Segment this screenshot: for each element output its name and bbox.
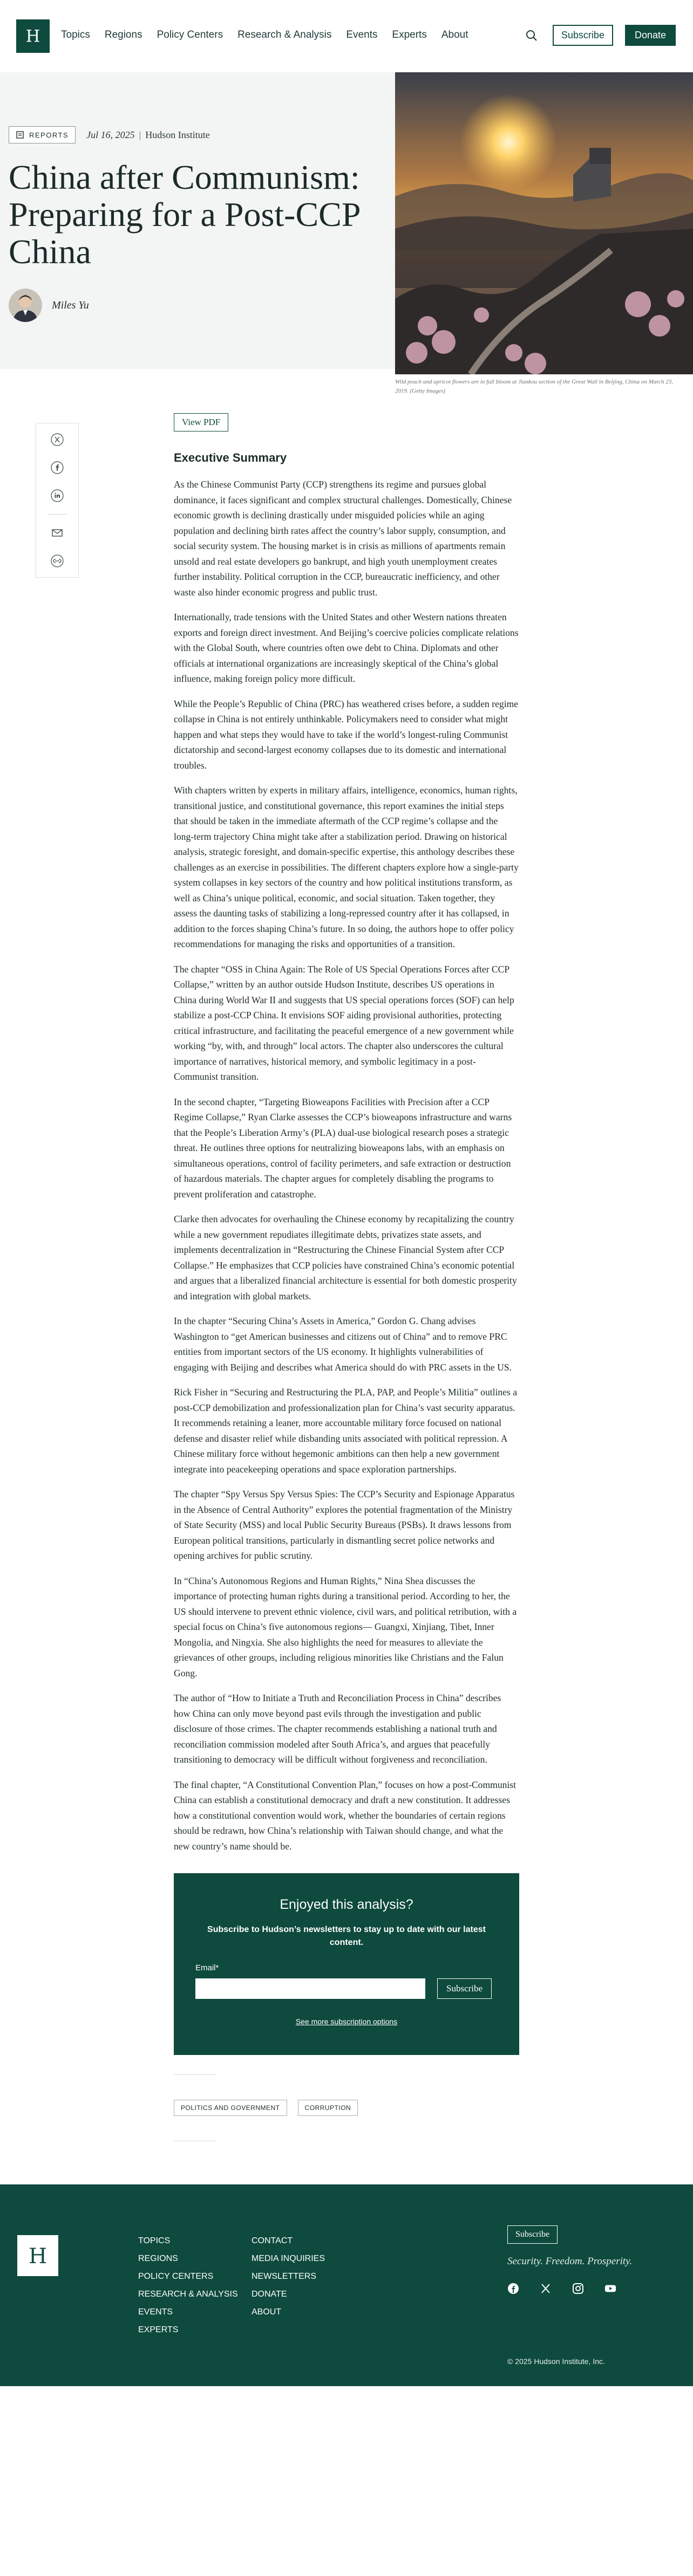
nav-research-analysis[interactable]: Research & Analysis: [237, 29, 332, 40]
footer-link-media[interactable]: MEDIA INQUIRIES: [252, 2254, 325, 2263]
footer-logo-h-icon: [25, 2243, 50, 2268]
newsletter-row: [195, 1978, 498, 1999]
footer-link-topics[interactable]: TOPICS: [138, 2236, 171, 2245]
footer-links-secondary: [252, 2232, 325, 2321]
share-divider: [47, 514, 67, 515]
tags-section: [174, 2074, 519, 2141]
x-icon[interactable]: [540, 2283, 552, 2294]
publish-date: Jul 16, 2025: [86, 129, 135, 140]
meta-separator: |: [139, 129, 141, 140]
subscription-options-link[interactable]: See more subscription options: [295, 2017, 398, 2026]
executive-summary-heading: Executive Summary: [174, 451, 287, 464]
tag-list: [174, 2100, 519, 2116]
footer-link-contact[interactable]: CONTACT: [252, 2236, 293, 2245]
nav-policy-centers[interactable]: Policy Centers: [157, 29, 223, 40]
article-paragraph: While the People’s Republic of China (PRC) has weathered crises before, a sudden regime collapse in China is not entirely unthinkable. Policymakers need to consider what might happen and what steps they would have to take if the world’s longest-ruling Communist dictatorship and second-largest economy collapses due to its domestic and international troubles.: [174, 698, 519, 771]
footer-link-donate[interactable]: DONATE: [252, 2290, 287, 2299]
svg-text:H: H: [28, 2244, 47, 2268]
footer-link-experts[interactable]: EXPERTS: [138, 2325, 179, 2334]
article-paragraph: The chapter “OSS in China Again: The Role of US Special Operations Forces after CCP Collapse,” written by an author outside Hudson Institute, describes US operations in China during World War II and suggests that US special operations forces (SOF) can help stabilize a post-CCP China. It envisions SOF aiding provisional authorities, protecting critical infrastructure, and facilitating the peaceful emergence of a new government while working “by, with, and through” local actors. The chapter also underscores the cultural importance of narratives, historical memory, and symbolic legitimacy in a post-Communist transition.: [174, 963, 514, 1082]
article-paragraph: In the second chapter, “Targeting Bioweapons Facilities with Precision after a CCP Regime Collapse,” Ryan Clarke assesses the CCP’s bioweapons infrastructure and warns that the People’s Liberation Army’s (PLA) dual-use biological research poses a strategic threat. He outlines three options for neutralizing bioweapons labs, with an emphasis on simultaneous operations, control of facility perimeters, and safe extraction or destruction of hazardous materials. The chapter argues for completely disabling the programs to prevent proliferation and catastrophe.: [174, 1096, 512, 1200]
main-nav: [61, 29, 483, 41]
footer-link-research[interactable]: RESEARCH & ANALYSIS: [138, 2290, 238, 2299]
nav-experts[interactable]: Experts: [392, 29, 427, 40]
hero-image: [395, 72, 693, 374]
newsletter-signup: [174, 1873, 519, 2055]
share-bar: [36, 423, 79, 578]
tag-politics-government[interactable]: POLITICS AND GOVERNMENT: [174, 2100, 287, 2116]
site-footer: [0, 2184, 693, 2386]
article-content: [174, 413, 519, 2141]
article: [0, 369, 693, 2163]
document-icon: [16, 131, 24, 139]
newsletter-title: Enjoyed this analysis?: [280, 1897, 413, 1912]
article-paragraph: In the chapter “Securing China’s Assets in America,” Gordon G. Chang advises Washington to “get American businesses and citizens out of China” and to remove PRC entities from important sectors of the US economy. It highlights vulnerabilities of engaging with Beijing and describes what America should do with PRC assets in the US.: [174, 1316, 512, 1373]
view-pdf-button[interactable]: View PDF: [174, 413, 228, 431]
article-paragraph: Clarke then advocates for overhauling the Chinese economy by recapitalizing the country while a new government repudiates illegitimate debts, privatizes state assets, and implements decentralization in “Restructuring the Chinese Financial System after CCP Collapse.” He emphasizes that CCP policies have constrained China’s economic potential and argues that a liberalized financial architecture is essential for both domestic prosperity and integration with global markets.: [174, 1214, 517, 1301]
footer-social: [507, 2283, 616, 2294]
article-paragraph: The final chapter, “A Constitutional Convention Plan,” focuses on how a post-Communist China can establish a constitutional democracy and draft a new constitution. It addresses how a constitutional convention would work, whether the boundaries of certain regions should be redrawn, how China’s relationship with Taiwan should change, and what the new country’s name should be.: [174, 1779, 517, 1852]
email-label: Email*: [195, 1963, 219, 1972]
nav-regions[interactable]: Regions: [104, 29, 142, 40]
image-caption: Wild peach and apricot flowers are in full bloom at Jiankou section of the Great Wall in Beijing, China on March 23, 2019. (Getty Images): [395, 379, 674, 394]
article-paragraph: With chapters written by experts in military affairs, intelligence, economics, human rights, transitional justice, and constitutional governance, this report examines the initial steps that should be taken in the immediate aftermath of the CCP regime’s collapse and the long-term trajectory China might take after a stabilization period. Drawing on historical analysis, strategic foresight, and domain-specific expertise, this anthology describes these challenges as an exercise in possibilities. The different chapters explore how a single-party system collapses in key sectors of the country and how political institutions transform, as well as China’s unique political, economic, and social situation. Taken together, they assess the daunting tasks of stabilizing a long-repressed country after it has collapsed, in addition to the forces shaping China’s future. In so doing, the authors hope to offer policy recommendations for managing the risks and opportunities of a transition.: [174, 785, 519, 949]
footer-link-newsletters[interactable]: NEWSLETTERS: [252, 2272, 317, 2281]
footer-logo[interactable]: [17, 2235, 58, 2276]
meta-row: [9, 126, 381, 143]
nav-events[interactable]: Events: [346, 29, 378, 40]
instagram-icon[interactable]: [572, 2283, 584, 2294]
hudson-logo[interactable]: [16, 19, 50, 53]
x-icon[interactable]: [51, 433, 64, 446]
youtube-icon[interactable]: [604, 2283, 616, 2294]
nav-about[interactable]: About: [441, 29, 468, 40]
nav-topics[interactable]: Topics: [61, 29, 90, 40]
article-paragraph: Internationally, trade tensions with the United States and other Western nations threaten exports and foreign direct investment. And Beijing’s coercive policies complicate relations with the Global South, where countries often owe debt to China. Diplomats and other officials at international organizations are increasingly skeptical of the China’s global influence, making foreign policy more difficult.: [174, 612, 519, 684]
page-title: China after Communism: Preparing for a Post-CCP China: [9, 158, 360, 271]
logo-h-icon: [23, 26, 43, 46]
linkedin-icon[interactable]: [51, 489, 64, 502]
article-paragraph: The chapter “Spy Versus Spy Versus Spies: The CCP’s Security and Espionage Apparatus in the Absence of Central Authority” explores the potential fragmentation of the Ministry of State Security (MSS) and local Public Security Bureaus (PSBs). It draws lessons from European political transitions, particularly in dismantling secret police networks and opening archives for public scrutiny.: [174, 1489, 515, 1561]
header-actions: [524, 25, 676, 46]
article-paragraph: As the Chinese Communist Party (CCP) strengthens its regime and pursues global dominance, it faces significant and complex structural challenges. Domestically, Chinese economic growth is declining drastically under misguided policies while an aging population and declining birth rates affect the country’s labor supply, consumption, and social security system. The housing market is in crisis as millions of apartments remain unsold and real estate developers go bankrupt, and high youth unemployment creates further instability. Political corruption in the CCP, bureaucratic inefficiency, and other waste also hinder economic progress and public trust.: [174, 479, 512, 598]
reports-badge[interactable]: [9, 126, 76, 143]
footer-link-policy-centers[interactable]: POLICY CENTERS: [138, 2272, 214, 2281]
newsletter-subscribe-button[interactable]: Subscribe: [437, 1978, 492, 1999]
article-paragraph: In “China’s Autonomous Regions and Human Rights,” Nina Shea discusses the importance of protecting human rights during a transitional period. According to her, the US should intervene to prevent ethnic violence, civil wars, and political retribution, with a special focus on China’s five autonomous regions— Guangxi, Xinjiang, Tibet, Inner Mongolia, and Ningxia. She also highlights the need for measures to alleviate the grievances of other groups, including religious minorities like Christians and the Falun Gong.: [174, 1575, 517, 1678]
copyright: © 2025 Hudson Institute, Inc.: [507, 2357, 605, 2366]
search-icon[interactable]: [524, 28, 540, 44]
email-icon[interactable]: [51, 526, 64, 539]
tags-divider-top: [174, 2074, 217, 2075]
footer-links-primary: [138, 2232, 238, 2339]
article-paragraph: Rick Fisher in “Securing and Restructuring the PLA, PAP, and People’s Militia” outlines a post-CCP demobilization and professionalization plan for China’s vast security apparatus. It recommends retaining a leaner, more accountable military force focused on national defense and disaster relief while disbanding units associated with political repression. A Chinese military force without hegemonic ambitions can then help a new government integrate into peacekeeping operations and space exploration partnerships.: [174, 1387, 518, 1475]
footer-link-events[interactable]: EVENTS: [138, 2307, 173, 2317]
svg-text:H: H: [25, 27, 40, 46]
footer-link-about[interactable]: ABOUT: [252, 2307, 282, 2317]
publisher: Hudson Institute: [145, 129, 210, 140]
facebook-icon[interactable]: [507, 2283, 519, 2294]
donate-button[interactable]: Donate: [625, 25, 676, 46]
email-field[interactable]: [195, 1978, 425, 1999]
newsletter-form: [195, 1963, 498, 1999]
facebook-icon[interactable]: [51, 461, 64, 474]
subscribe-button[interactable]: Subscribe: [553, 25, 613, 46]
footer-subscribe-button[interactable]: Subscribe: [507, 2225, 558, 2244]
footer-slogan: Security. Freedom. Prosperity.: [507, 2256, 633, 2267]
author-avatar[interactable]: [9, 289, 42, 322]
tag-corruption[interactable]: CORRUPTION: [298, 2100, 358, 2116]
link-icon[interactable]: [51, 554, 64, 567]
author-row: [9, 289, 381, 322]
site-header: [0, 0, 693, 72]
hero: [0, 72, 693, 394]
article-paragraph: The author of “How to Initiate a Truth and Reconciliation Process in China” describes how China can only move beyond past evils through the investigation and public disclosure of those crimes. The chapter recommends establishing a national truth and reconciliation commission modeled after South Africa’s, and argues that peacefully transitioning to democracy will be difficult without forgiveness and reconciliation.: [174, 1693, 501, 1765]
newsletter-text: Subscribe to Hudson’s newsletters to stay up to date with our latest content.: [207, 1925, 486, 1947]
author-name[interactable]: Miles Yu: [52, 299, 89, 311]
hero-text: [9, 126, 381, 322]
footer-link-regions[interactable]: REGIONS: [138, 2254, 178, 2263]
reports-badge-label: REPORTS: [29, 131, 69, 139]
